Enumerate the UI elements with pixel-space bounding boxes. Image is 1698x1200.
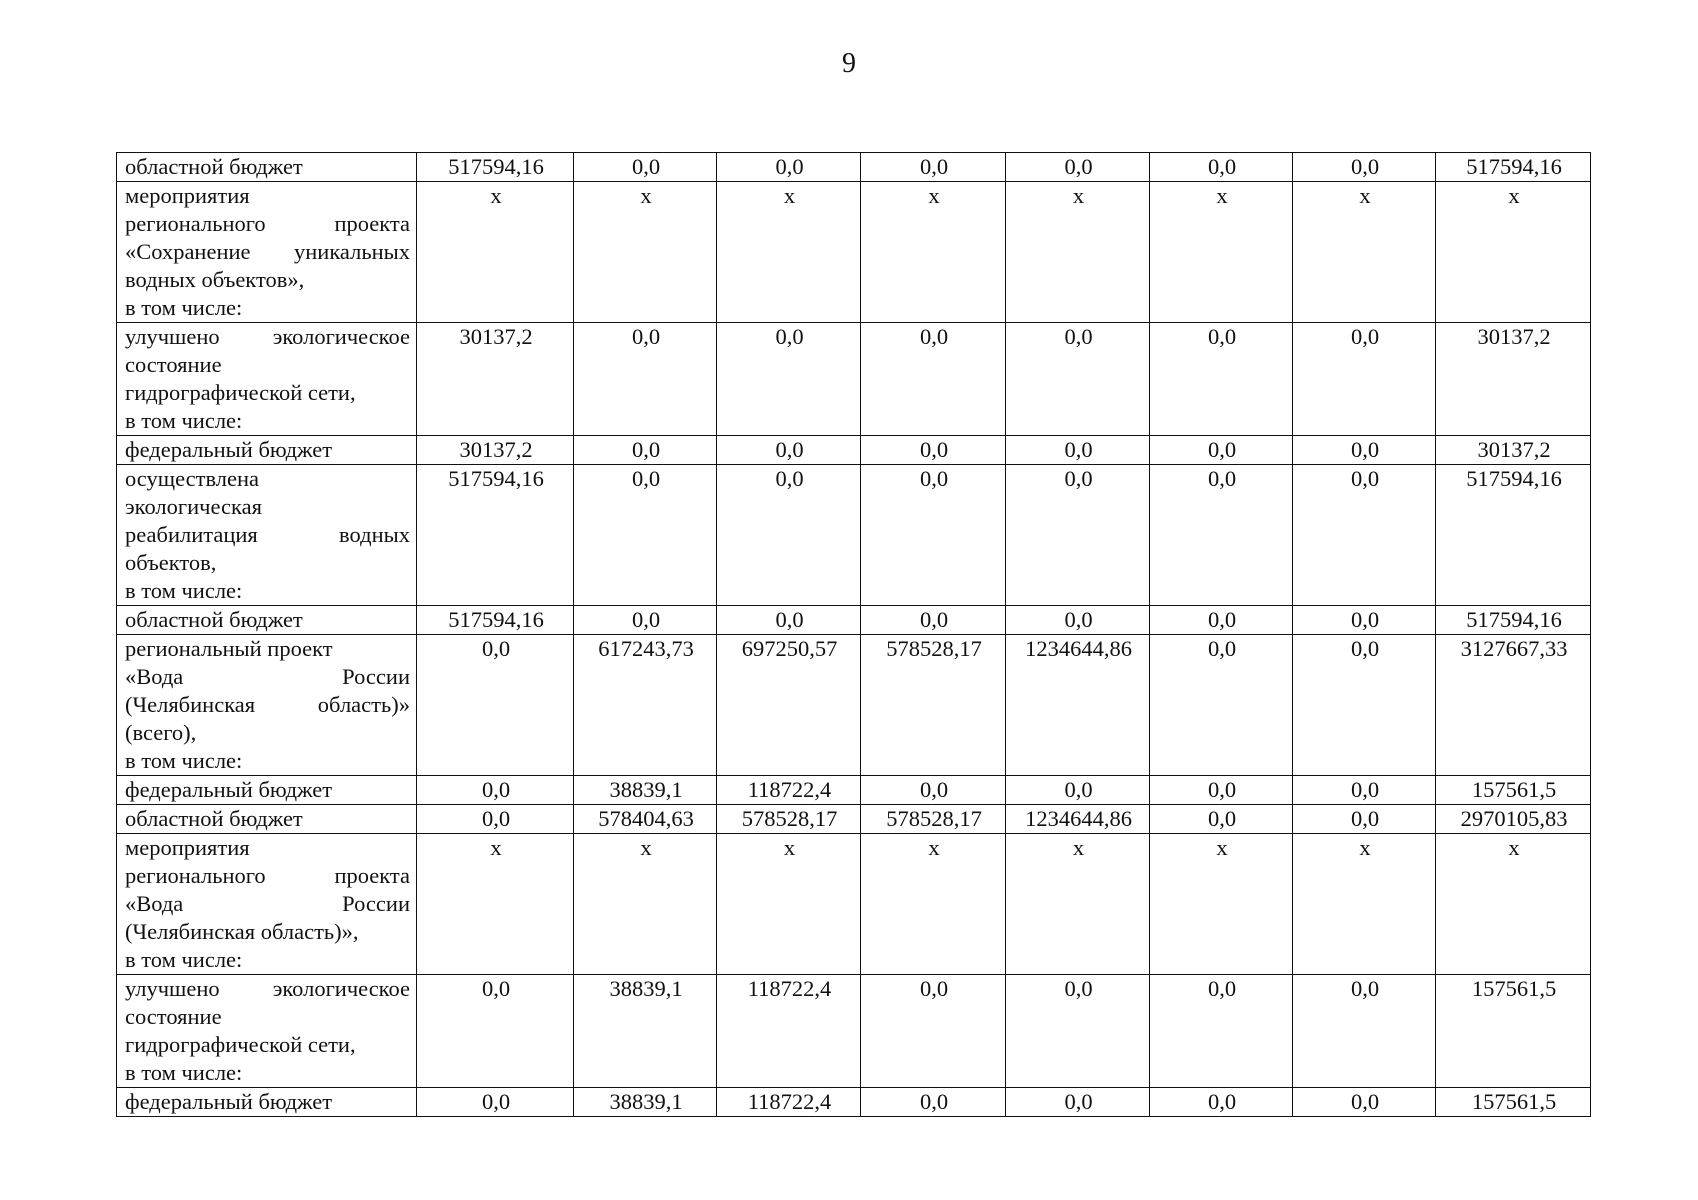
value-cell: 0,0 <box>417 776 574 805</box>
row-label-cell <box>117 436 417 465</box>
table-row <box>117 776 1591 805</box>
value-cell: 157561,5 <box>1436 1088 1591 1117</box>
value-cell: 0,0 <box>1006 776 1150 805</box>
row-label-line: регионального проекта <box>125 211 410 236</box>
budget-table <box>116 152 1591 1117</box>
value-cell: 0,0 <box>1150 1088 1293 1117</box>
value-cell: 30137,2 <box>1436 323 1591 436</box>
row-label-line: в том числе: <box>125 408 243 433</box>
value-cell: 0,0 <box>1293 635 1436 776</box>
row-label-line: федеральный бюджет <box>125 777 333 802</box>
value-cell: 1234644,86 <box>1006 805 1150 834</box>
value-cell: 0,0 <box>1150 975 1293 1088</box>
value-cell: 0,0 <box>417 975 574 1088</box>
value-cell: 0,0 <box>1293 606 1436 635</box>
value-cell: 517594,16 <box>1436 606 1591 635</box>
table-row <box>117 606 1591 635</box>
row-label-line: регионального проекта <box>125 863 410 888</box>
table-row <box>117 436 1591 465</box>
value-cell: 0,0 <box>574 153 717 182</box>
row-label-line: (всего), <box>125 720 197 745</box>
value-cell: 38839,1 <box>574 776 717 805</box>
value-cell: 0,0 <box>1293 465 1436 606</box>
table-row <box>117 975 1591 1088</box>
row-label-line: в том числе: <box>125 578 243 603</box>
value-cell: 0,0 <box>1006 1088 1150 1117</box>
value-cell: 0,0 <box>861 1088 1006 1117</box>
row-label-line: «Вода России <box>125 891 410 916</box>
row-label-line: мероприятия <box>125 183 250 208</box>
value-cell: 0,0 <box>1293 805 1436 834</box>
row-label-line: состояние <box>125 352 222 377</box>
value-cell: x <box>417 834 574 975</box>
value-cell: x <box>1150 834 1293 975</box>
value-cell: 0,0 <box>1006 153 1150 182</box>
row-label-line: в том числе: <box>125 748 243 773</box>
value-cell: 0,0 <box>574 323 717 436</box>
value-cell: 0,0 <box>717 606 861 635</box>
value-cell: 0,0 <box>717 436 861 465</box>
row-label-line: экологическая <box>125 494 262 519</box>
table-row <box>117 834 1591 975</box>
row-label-cell <box>117 1088 417 1117</box>
value-cell: 0,0 <box>1006 465 1150 606</box>
value-cell: 30137,2 <box>417 323 574 436</box>
value-cell: 1234644,86 <box>1006 635 1150 776</box>
value-cell: 0,0 <box>1293 436 1436 465</box>
row-label-line: областной бюджет <box>125 607 303 632</box>
value-cell: x <box>574 834 717 975</box>
value-cell: 0,0 <box>1006 606 1150 635</box>
value-cell: 0,0 <box>861 465 1006 606</box>
value-cell: x <box>1436 834 1591 975</box>
row-label-cell <box>117 776 417 805</box>
value-cell: 0,0 <box>1293 153 1436 182</box>
row-label-line: реабилитация водных <box>125 522 410 547</box>
row-label-line: улучшено экологическое <box>125 976 410 1001</box>
value-cell: 617243,73 <box>574 635 717 776</box>
value-cell: 30137,2 <box>417 436 574 465</box>
value-cell: 517594,16 <box>417 606 574 635</box>
value-cell: 578528,17 <box>861 635 1006 776</box>
value-cell: 0,0 <box>861 975 1006 1088</box>
value-cell: x <box>574 182 717 323</box>
value-cell: 0,0 <box>1150 635 1293 776</box>
value-cell: 0,0 <box>1006 436 1150 465</box>
value-cell: 3127667,33 <box>1436 635 1591 776</box>
value-cell: 0,0 <box>1150 465 1293 606</box>
value-cell: 0,0 <box>861 153 1006 182</box>
page-number: 9 <box>842 48 856 79</box>
value-cell: 0,0 <box>1150 153 1293 182</box>
row-label-line: в том числе: <box>125 947 243 972</box>
value-cell: 0,0 <box>1293 975 1436 1088</box>
table-row <box>117 635 1591 776</box>
value-cell: 0,0 <box>417 805 574 834</box>
value-cell: 0,0 <box>1006 975 1150 1088</box>
value-cell: 0,0 <box>1150 776 1293 805</box>
value-cell: 0,0 <box>717 153 861 182</box>
value-cell: x <box>1006 834 1150 975</box>
row-label-line: улучшено экологическое <box>125 324 410 349</box>
value-cell: 38839,1 <box>574 975 717 1088</box>
value-cell: 0,0 <box>861 776 1006 805</box>
value-cell: 118722,4 <box>717 1088 861 1117</box>
table-row <box>117 1088 1591 1117</box>
row-label-line: водных объектов», <box>125 267 305 292</box>
value-cell: 578528,17 <box>861 805 1006 834</box>
value-cell: 157561,5 <box>1436 776 1591 805</box>
row-label-line: федеральный бюджет <box>125 437 333 462</box>
row-label-cell <box>117 153 417 182</box>
value-cell: 697250,57 <box>717 635 861 776</box>
row-label-cell <box>117 805 417 834</box>
row-label-line: объектов, <box>125 550 217 575</box>
value-cell: 0,0 <box>574 606 717 635</box>
value-cell: x <box>1436 182 1591 323</box>
row-label-cell <box>117 323 417 436</box>
value-cell: 30137,2 <box>1436 436 1591 465</box>
row-label-line: региональный проект <box>125 636 333 661</box>
table-row <box>117 805 1591 834</box>
row-label-line: осуществлена <box>125 466 260 491</box>
value-cell: 0,0 <box>1006 323 1150 436</box>
row-label-line: федеральный бюджет <box>125 1089 333 1114</box>
table-row <box>117 323 1591 436</box>
row-label-line: областной бюджет <box>125 806 303 831</box>
value-cell: x <box>861 834 1006 975</box>
value-cell: 517594,16 <box>1436 153 1591 182</box>
row-label-line: в том числе: <box>125 1060 243 1085</box>
row-label-line: областной бюджет <box>125 154 303 179</box>
table-row <box>117 465 1591 606</box>
value-cell: 2970105,83 <box>1436 805 1591 834</box>
value-cell: 0,0 <box>1150 805 1293 834</box>
value-cell: 118722,4 <box>717 975 861 1088</box>
value-cell: x <box>417 182 574 323</box>
table-row <box>117 182 1591 323</box>
row-label-line: (Челябинская область)», <box>125 919 359 944</box>
value-cell: 0,0 <box>861 436 1006 465</box>
value-cell: 0,0 <box>1293 776 1436 805</box>
value-cell: 517594,16 <box>417 153 574 182</box>
value-cell: 517594,16 <box>417 465 574 606</box>
value-cell: 0,0 <box>1150 323 1293 436</box>
value-cell: 157561,5 <box>1436 975 1591 1088</box>
value-cell: 0,0 <box>417 635 574 776</box>
value-cell: 517594,16 <box>1436 465 1591 606</box>
value-cell: x <box>1006 182 1150 323</box>
value-cell: 0,0 <box>574 436 717 465</box>
row-label-cell <box>117 975 417 1088</box>
value-cell: 0,0 <box>1293 1088 1436 1117</box>
value-cell: 0,0 <box>1150 606 1293 635</box>
row-label-line: мероприятия <box>125 835 250 860</box>
value-cell: 0,0 <box>574 465 717 606</box>
value-cell: x <box>1293 834 1436 975</box>
value-cell: 0,0 <box>417 1088 574 1117</box>
row-label-line: «Вода России <box>125 664 410 689</box>
row-label-cell <box>117 834 417 975</box>
value-cell: 578404,63 <box>574 805 717 834</box>
row-label-cell <box>117 465 417 606</box>
value-cell: 0,0 <box>717 323 861 436</box>
value-cell: 0,0 <box>861 606 1006 635</box>
row-label-line: состояние <box>125 1004 222 1029</box>
value-cell: x <box>861 182 1006 323</box>
row-label-line: в том числе: <box>125 295 243 320</box>
value-cell: x <box>717 834 861 975</box>
row-label-line: гидрографической сети, <box>125 380 356 405</box>
value-cell: x <box>1293 182 1436 323</box>
value-cell: 0,0 <box>717 465 861 606</box>
table-row <box>117 153 1591 182</box>
value-cell: 0,0 <box>861 323 1006 436</box>
value-cell: 578528,17 <box>717 805 861 834</box>
row-label-line: (Челябинская область)» <box>125 692 410 717</box>
value-cell: x <box>1150 182 1293 323</box>
row-label-cell <box>117 606 417 635</box>
value-cell: 0,0 <box>1150 436 1293 465</box>
value-cell: x <box>717 182 861 323</box>
value-cell: 38839,1 <box>574 1088 717 1117</box>
row-label-cell <box>117 182 417 323</box>
value-cell: 0,0 <box>1293 323 1436 436</box>
row-label-line: гидрографической сети, <box>125 1032 356 1057</box>
row-label-cell <box>117 635 417 776</box>
row-label-line: «Сохранение уникальных <box>125 239 410 264</box>
value-cell: 118722,4 <box>717 776 861 805</box>
